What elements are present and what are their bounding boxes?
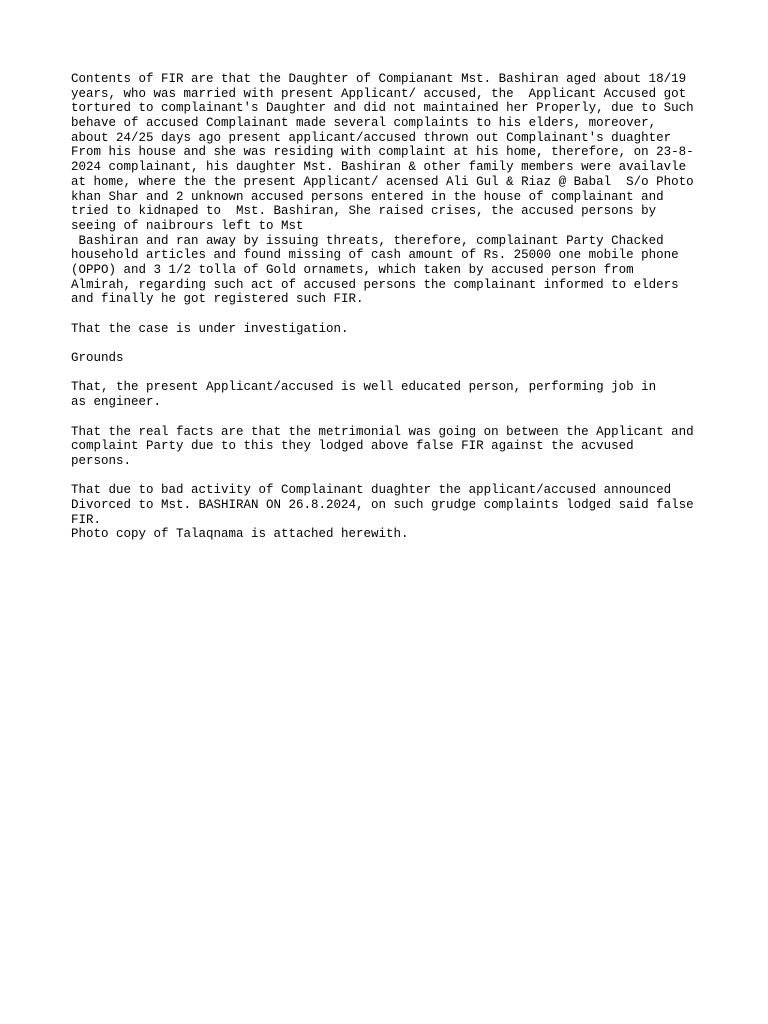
text-line: as engineer.: [71, 395, 162, 410]
text-line: Contents of FIR are that the Daughter of Compianant Mst. Bashiran aged about 18/19: [71, 72, 687, 86]
text-line: Almirah, regarding such act of accused persons the complainant informed to elders: [71, 277, 679, 292]
text-line: seeing of naibrours left to Mst: [71, 218, 304, 233]
text-line: Divorced to Mst. BASHIRAN ON 26.8.2024, on such grudge complaints lodged said false: [71, 497, 694, 512]
text-line: That due to bad activity of Complainant duaghter the applicant/accused announced: [71, 483, 672, 498]
document-body: [71, 72, 711, 557]
paragraph-fir-contents: [71, 72, 711, 307]
text-line: That the case is under investigation.: [71, 321, 349, 336]
text-line: behave of accused Complainant made several complaints to his elders, moreover,: [71, 116, 657, 131]
text-line: khan Shar and 2 unknown accused persons entered in the house of complainant and: [71, 189, 664, 204]
text-line: years, who was married with present Applicant/ accused, the Applicant Accused got: [71, 86, 687, 101]
text-line: complaint Party due to this they lodged above false FIR against the acvused: [71, 439, 634, 454]
text-line: (OPPO) and 3 1/2 tolla of Gold ornamets, which taken by accused person from: [71, 262, 634, 277]
text-line: household articles and found missing of cash amount of Rs. 25000 one mobile phone: [71, 248, 679, 263]
text-line: at home, where the the present Applicant/ acensed Ali Gul & Riaz @ Babal S/o Photo: [71, 174, 694, 189]
paragraph-investigation: [71, 322, 711, 337]
paragraph-ground-divorce: [71, 483, 711, 542]
text-line: tortured to complainant's Daughter and did not maintained her Properly, due to Such: [71, 101, 694, 116]
text-line: From his house and she was residing with complaint at his home, therefore, on 23-8-: [71, 145, 694, 160]
text-line: Grounds: [71, 351, 124, 366]
text-line: and finally he got registered such FIR.: [71, 292, 364, 307]
text-line: tried to kidnaped to Mst. Bashiran, She raised crises, the accused persons by: [71, 204, 657, 219]
text-line: Photo copy of Talaqnama is attached herewith.: [71, 527, 409, 542]
text-line: FIR.: [71, 512, 102, 527]
text-line: That the real facts are that the metrimonial was going on between the Applicant and: [71, 424, 694, 439]
text-line: Bashiran and ran away by issuing threats, therefore, complainant Party Chacked: [71, 233, 664, 248]
text-line: 2024 complainant, his daughter Mst. Bashiran & other family members were availavle: [71, 160, 687, 175]
text-line: persons.: [71, 453, 132, 468]
text-line: about 24/25 days ago present applicant/accused thrown out Complainant's duaghter: [71, 130, 672, 145]
text-line: That, the present Applicant/accused is well educated person, performing job in: [71, 380, 657, 395]
paragraph-ground-educated: [71, 380, 711, 409]
heading-grounds: [71, 351, 711, 366]
paragraph-ground-real-facts: [71, 425, 711, 469]
